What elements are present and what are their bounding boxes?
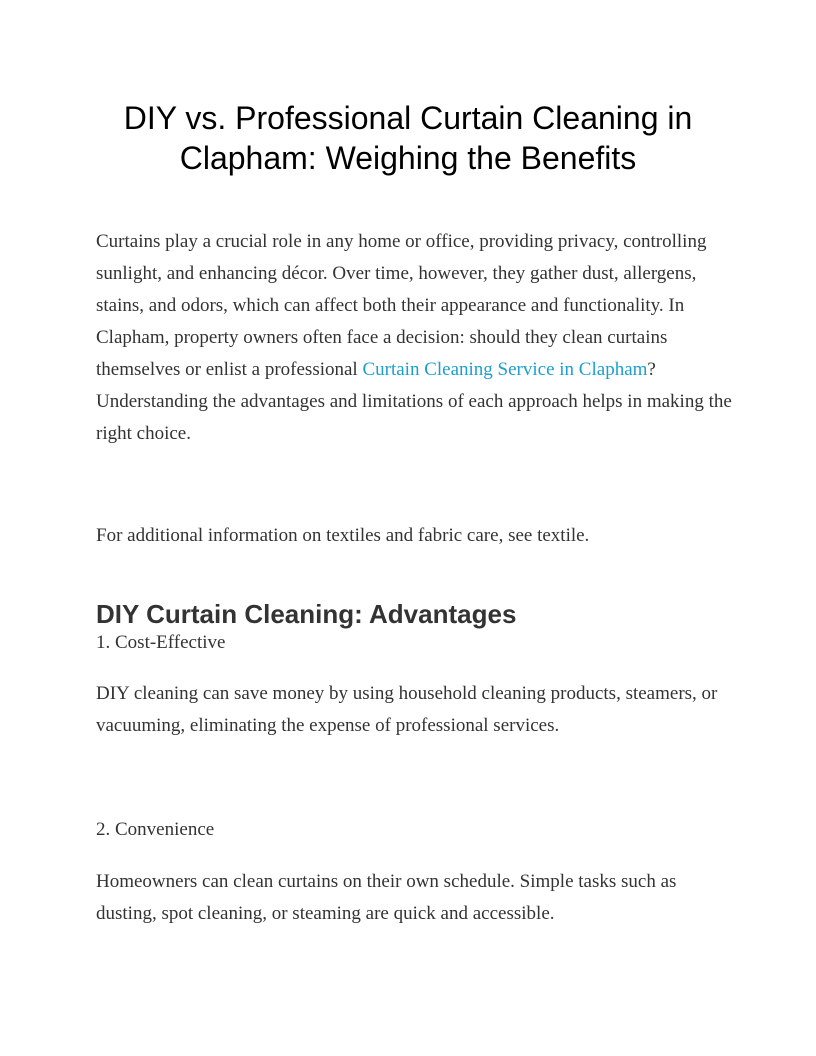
section-heading: DIY Curtain Cleaning: Advantages [96, 599, 517, 629]
additional-info-paragraph: For additional information on textiles and fabric care, see textile. [96, 525, 590, 546]
intro-text-after-link: ? Understanding the advantages and limitations of each approach helps in making the right choice. [96, 359, 732, 444]
intro-paragraph [96, 226, 736, 450]
title-line-1: DIY vs. Professional Curtain Cleaning in [123, 100, 693, 136]
curtain-cleaning-service-link[interactable]: Curtain Cleaning Service in Clapham [362, 359, 648, 380]
item-2-label: 2. Convenience [96, 819, 215, 840]
item-1-label: 1. Cost-Effective [96, 632, 226, 653]
page-title [60, 98, 756, 178]
title-line-2: Clapham: Weighing the Benefits [179, 140, 637, 176]
item-1-text: DIY cleaning can save money by using household cleaning products, steamers, or vacuuming, eliminating the expense of professional services. [96, 683, 718, 736]
intro-text-before-link: Curtains play a crucial role in any home or office, providing privacy, controlling sunlight, and enhancing décor. Over time, however, they gather dust, allergens, stains, and odors, which can affect both their appearance and functionality. In Clapham, property owners often face a decision: should they clean curtains themselves or enlist a professional [96, 231, 707, 380]
item-2-text: Homeowners can clean curtains on their own schedule. Simple tasks such as dusting, spot cleaning, or steaming are quick and accessible. [96, 871, 677, 924]
